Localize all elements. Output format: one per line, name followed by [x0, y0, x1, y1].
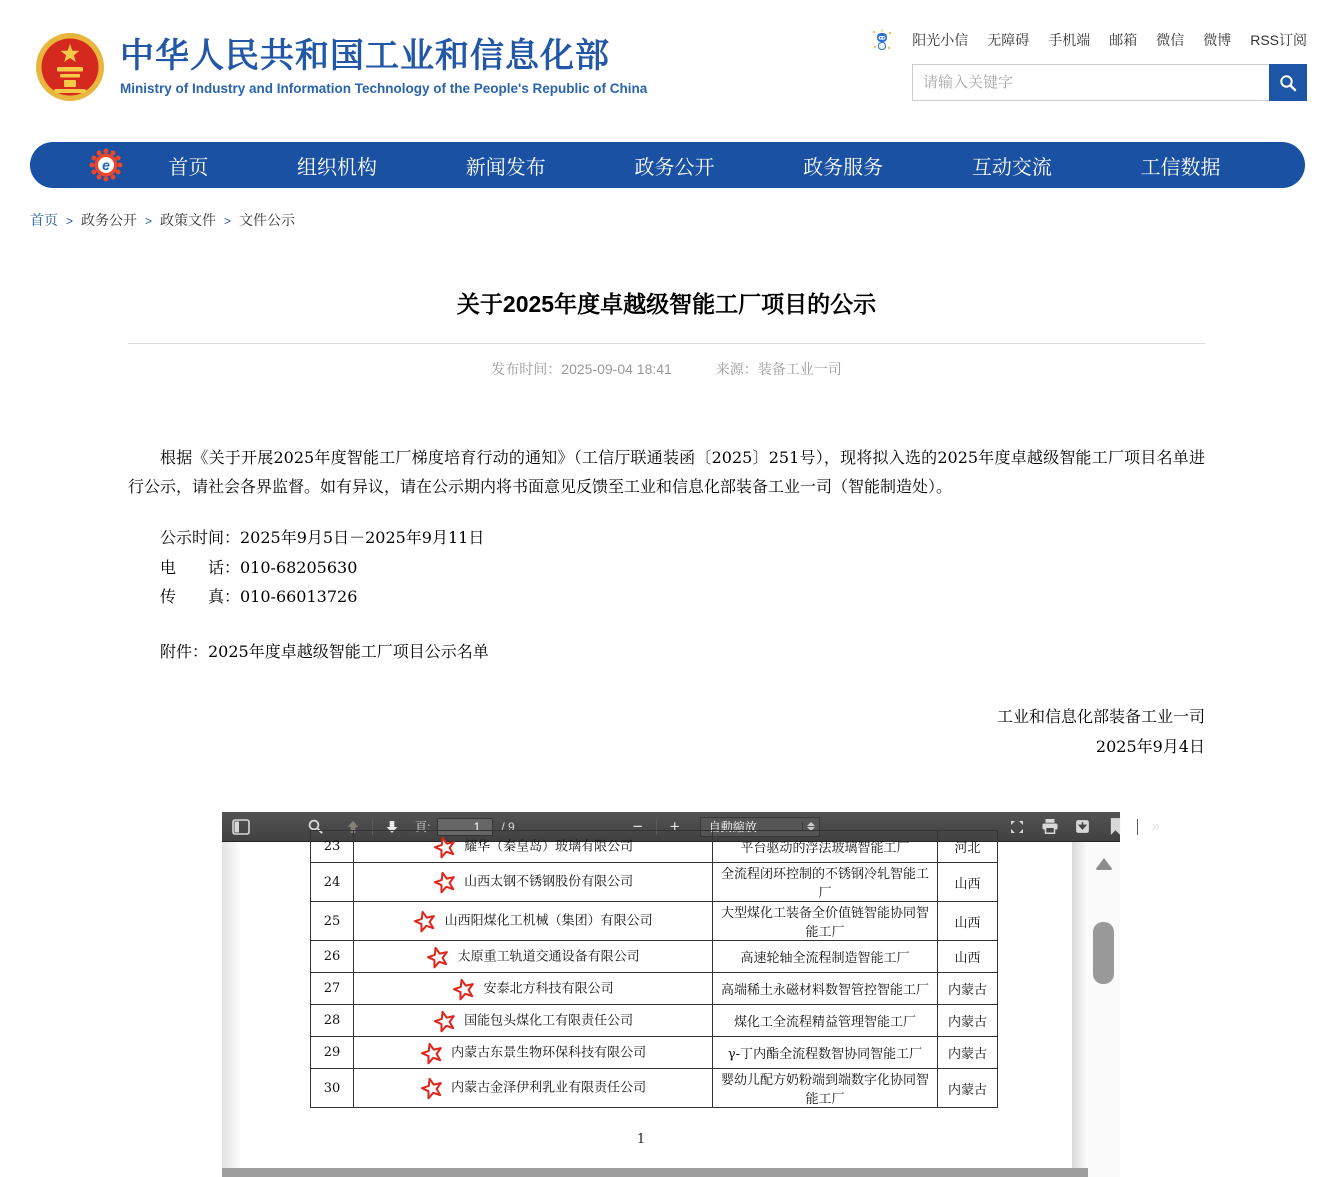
row-number-cell: 23: [311, 831, 354, 863]
fax-line: 传 真：010-66013726: [160, 587, 358, 606]
download-button[interactable]: [1070, 815, 1096, 839]
contact-info: [128, 523, 1205, 612]
scroll-up-arrow[interactable]: [1095, 858, 1113, 870]
publicity-period-line: 公示时间：2025年9月5日－2025年9月11日: [160, 528, 485, 547]
nav-item-1[interactable]: 组织机构: [297, 156, 378, 179]
nav-item-6[interactable]: 工信数据: [1140, 156, 1221, 179]
pdf-page: [240, 839, 1072, 1168]
quick-link-3[interactable]: 邮箱: [1109, 32, 1138, 48]
quick-link-4[interactable]: 微信: [1156, 32, 1185, 48]
quick-link-6[interactable]: RSS订阅: [1250, 32, 1307, 48]
nav-item-0[interactable]: 首页: [168, 156, 209, 179]
quick-link-2[interactable]: 手机端: [1048, 32, 1091, 48]
company-cell: [354, 863, 713, 902]
breadcrumb-item-2[interactable]: 政策文件: [160, 212, 217, 228]
project-cell: 全流程闭环控制的不锈钢冷轧智能工厂: [713, 863, 938, 902]
miit-gear-e-logo-icon[interactable]: [88, 147, 124, 183]
pdf-scrollbar: [1088, 842, 1120, 1177]
company-cell: [354, 1005, 713, 1037]
page-left-shadow: [222, 842, 240, 1168]
province-cell: 内蒙古: [938, 973, 998, 1005]
signature-org: 工业和信息化部装备工业一司: [996, 706, 1205, 726]
table-row: [311, 1069, 998, 1108]
row-number-cell: 25: [311, 902, 354, 941]
company-cell: [354, 1069, 713, 1108]
table-row: [311, 1005, 998, 1037]
site-subtitle: Ministry of Industry and Information Technology of the People's Republic of China: [120, 80, 648, 96]
article-paragraph: 根据《关于开展2025年度智能工厂梯度培育行动的通知》（工信厅联通装函〔2025〕251号），现将拟入选的2025年度卓越级智能工厂项目名单进行公示，请社会各界监督。如有异议，请在公示期内将书面意见反馈至工业和信息化部装备工业一司（智能制造处）。: [128, 448, 1205, 496]
pdf-page-footer-number: 1: [636, 1132, 646, 1147]
table-row: [311, 902, 998, 941]
pdf-viewer: [222, 812, 1160, 1177]
phone-line: 电 话：010-68205630: [160, 557, 358, 577]
nav-item-5[interactable]: 互动交流: [971, 156, 1052, 179]
page-title: 关于2025年度卓越级智能工厂项目的公示: [456, 291, 877, 317]
breadcrumb-item-0[interactable]: 首页: [30, 212, 58, 228]
site-brand: [34, 31, 647, 103]
row-number-cell: 27: [311, 973, 354, 1005]
search-input[interactable]: [912, 64, 1269, 101]
publish-time: 发布时间：2025-09-04 18:41: [491, 361, 672, 377]
company-cell: [354, 1037, 713, 1069]
zoom-select-value: 自動縮放: [708, 820, 757, 834]
site-header: [0, 0, 1333, 142]
breadcrumb-separator: >: [66, 214, 74, 228]
company-cell: [354, 941, 713, 973]
row-number-cell: 24: [311, 863, 354, 902]
company-cell: [354, 902, 713, 941]
article: [0, 252, 1333, 762]
row-number-cell: 28: [311, 1005, 354, 1037]
red-star-icon: [433, 1009, 457, 1033]
scrollbar-thumb[interactable]: [1093, 922, 1114, 984]
project-cell: 婴幼儿配方奶粉端到端数字化协同智能工厂: [713, 1069, 938, 1108]
nav-item-4[interactable]: 政务服务: [803, 156, 884, 179]
company-cell: [354, 831, 713, 863]
project-cell: 平台驱动的浮法玻璃智能工厂: [713, 831, 938, 863]
signature-date: 2025年9月4日: [1095, 736, 1205, 756]
quick-links-bar: [871, 28, 1307, 52]
search-button[interactable]: [1269, 64, 1307, 101]
main-navbar: [30, 142, 1305, 188]
site-title: 中华人民共和国工业和信息化部: [120, 37, 610, 76]
table-row: [311, 1037, 998, 1069]
table-row: [311, 831, 998, 863]
breadcrumb-item-3[interactable]: 文件公示: [239, 212, 296, 228]
red-star-icon: [452, 977, 476, 1001]
national-emblem-icon: [34, 31, 106, 103]
magnifier-icon: [1278, 73, 1298, 93]
company-name: 内蒙古金泽伊利乳业有限责任公司: [451, 1080, 647, 1096]
company-name: 山西阳煤化工机械（集团）有限公司: [444, 913, 653, 929]
plus-icon: +: [669, 817, 680, 836]
project-cell: 高速轮轴全流程制造智能工厂: [713, 941, 938, 973]
breadcrumb-separator: >: [224, 214, 232, 228]
download-icon: [1074, 818, 1091, 835]
print-button[interactable]: [1037, 815, 1063, 839]
breadcrumb-item-1[interactable]: 政务公开: [81, 212, 138, 228]
page-label: 頁:: [415, 820, 431, 834]
more-tools-button[interactable]: [1143, 815, 1169, 839]
red-star-icon: [433, 835, 457, 859]
factory-list-table-body: [311, 831, 998, 1108]
row-number-cell: 26: [311, 941, 354, 973]
company-name: 耀华（秦皇岛）玻璃有限公司: [464, 839, 634, 854]
sidebar-toggle-button[interactable]: [228, 815, 254, 839]
company-name: 内蒙古东景生物环保科技有限公司: [451, 1045, 647, 1060]
nav-items: [124, 151, 1265, 180]
breadcrumb-separator: >: [145, 214, 153, 228]
bookmark-icon: [1109, 818, 1122, 835]
toolbar-divider: [1137, 819, 1138, 835]
red-star-icon: [433, 870, 457, 894]
title-divider: [128, 343, 1205, 344]
svg-text:e: e: [102, 157, 110, 173]
province-cell: 河北: [938, 831, 998, 863]
article-meta: [0, 359, 1333, 379]
province-cell: 山西: [938, 941, 998, 973]
factory-list-table: [310, 830, 998, 1108]
quick-link-1[interactable]: 无障碍: [987, 32, 1030, 48]
site-title-block: [120, 38, 647, 95]
province-cell: 山西: [938, 863, 998, 902]
viewer-background-gap: [222, 1168, 1088, 1177]
quick-link-5[interactable]: 微博: [1203, 32, 1232, 48]
nav-item-3[interactable]: 政务公开: [634, 156, 715, 179]
project-cell: 高端稀土永磁材料数智管控智能工厂: [713, 973, 938, 1005]
nav-item-2[interactable]: 新闻发布: [465, 156, 546, 179]
bookmark-button[interactable]: [1103, 815, 1129, 839]
company-name: 安泰北方科技有限公司: [483, 981, 614, 996]
red-star-icon: [426, 945, 450, 969]
red-star-icon: [413, 909, 437, 933]
table-row: [311, 941, 998, 973]
province-cell: 山西: [938, 902, 998, 941]
breadcrumb: [30, 210, 295, 230]
project-cell: 煤化工全流程精益管理智能工厂: [713, 1005, 938, 1037]
chevrons-icon: »: [1151, 818, 1160, 835]
robot-mascot-icon: [871, 28, 893, 52]
table-row: [311, 973, 998, 1005]
company-name: 山西太钢不锈钢股份有限公司: [464, 874, 634, 890]
presentation-mode-button[interactable]: [1004, 815, 1030, 839]
pdf-content-area: [222, 839, 1120, 1177]
red-star-icon: [420, 1076, 444, 1100]
row-number-cell: 29: [311, 1037, 354, 1069]
article-body: [128, 443, 1205, 762]
province-cell: 内蒙古: [938, 1005, 998, 1037]
province-cell: 内蒙古: [938, 1037, 998, 1069]
signature-block: [128, 702, 1205, 762]
fullscreen-icon: [1009, 819, 1025, 835]
company-cell: [354, 973, 713, 1005]
sidebar-toggle-icon: [232, 819, 250, 835]
quick-link-0[interactable]: 阳光小信: [912, 32, 969, 48]
article-source: 来源：装备工业一司: [715, 361, 842, 377]
company-name: 太原重工轨道交通设备有限公司: [457, 949, 640, 964]
company-name: 国能包头煤化工有限责任公司: [464, 1013, 634, 1028]
table-row: [311, 863, 998, 902]
row-number-cell: 30: [311, 1069, 354, 1108]
province-cell: 内蒙古: [938, 1069, 998, 1108]
page-total: / 9: [501, 819, 515, 834]
project-cell: γ-丁内酯全流程数智协同智能工厂: [713, 1037, 938, 1069]
project-cell: 大型煤化工装备全价值链智能协同智能工厂: [713, 902, 938, 941]
page-right-shadow: [1072, 842, 1088, 1168]
site-search: [912, 64, 1307, 101]
red-star-icon: [420, 1041, 444, 1065]
attachment-line: 附件：2025年度卓越级智能工厂项目公示名单: [160, 641, 489, 661]
minus-icon: −: [632, 817, 643, 836]
printer-icon: [1041, 818, 1059, 835]
